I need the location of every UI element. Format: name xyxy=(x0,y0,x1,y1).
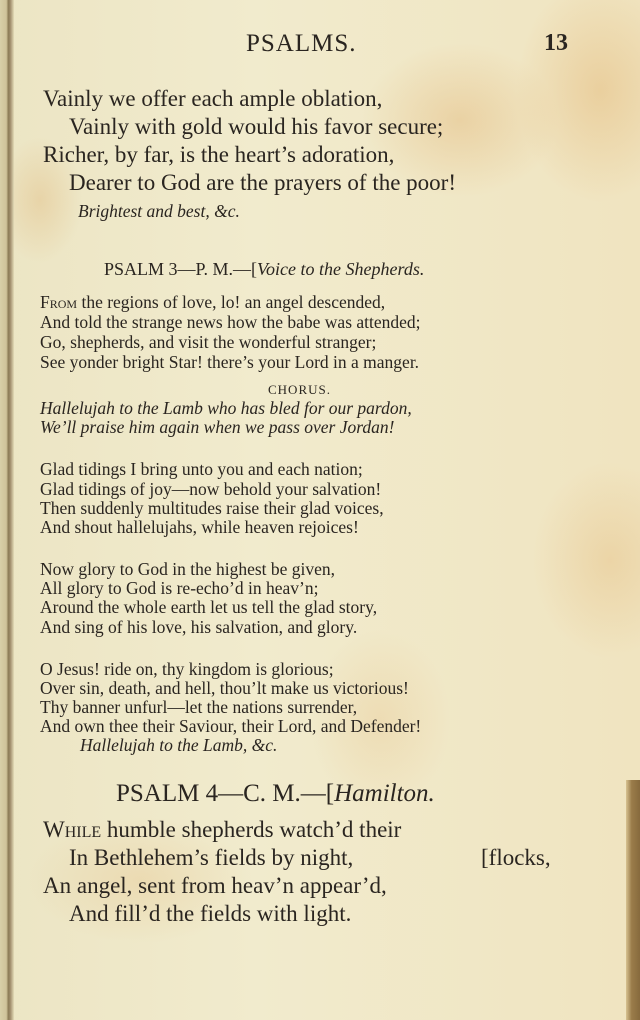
refrain-cue: Brightest and best, &c. xyxy=(78,201,240,221)
verse-line: Then suddenly multitudes raise their glad voices, xyxy=(40,498,384,518)
page-right-edge xyxy=(626,780,640,1020)
verse-line: From the regions of love, lo! an angel descended, xyxy=(40,292,386,312)
verse-line: Thy banner unfurl—let the nations surrender, xyxy=(40,697,358,717)
verse-line: And fill’d the fields with light. xyxy=(69,901,352,926)
psalm-heading xyxy=(104,259,424,280)
chorus-label: CHORUS. xyxy=(268,382,331,397)
verse-line: Richer, by far, is the heart’s adoration, xyxy=(43,142,395,167)
verse-line: And sing of his love, his salvation, and glory. xyxy=(40,617,358,637)
verse-line: Glad tidings I bring unto you and each nation; xyxy=(40,459,363,479)
page-number: 13 xyxy=(544,30,568,56)
carry-over-word: [flocks, xyxy=(481,845,551,870)
running-title: PSALMS. xyxy=(246,30,357,57)
verse-line: Vainly with gold would his favor secure; xyxy=(69,114,444,139)
psalm-heading xyxy=(116,780,435,808)
verse-line: While humble shepherds watch’d their xyxy=(43,817,402,842)
verse-line: Around the whole earth let us tell the glad story, xyxy=(40,597,378,617)
refrain-cue: Hallelujah to the Lamb, &c. xyxy=(80,735,278,755)
tune-name: Hamilton. xyxy=(334,780,435,807)
verse-line: An angel, sent from heav’n appear’d, xyxy=(43,873,387,898)
drop-cap-word: While xyxy=(43,817,102,842)
verse-line: Go, shepherds, and visit the wonderful stranger; xyxy=(40,332,377,352)
verse-line: All glory to God is re-echo’d in heav’n; xyxy=(40,578,319,598)
psalm-heading-label: PSALM 3—P. M.—[ xyxy=(104,259,258,279)
running-head xyxy=(0,30,640,60)
verse-line: Over sin, death, and hell, thou’lt make us victorious! xyxy=(40,678,409,698)
chorus-line: Hallelujah to the Lamb who has bled for our pardon, xyxy=(40,398,412,418)
verse-line: See yonder bright Star! there’s your Lord in a manger. xyxy=(40,352,420,372)
verse-line: Now glory to God in the highest be given, xyxy=(40,559,336,579)
verse-line: O Jesus! ride on, thy kingdom is glorious; xyxy=(40,659,334,679)
verse-line: Glad tidings of joy—now behold your salvation! xyxy=(40,479,382,499)
verse-line: And shout hallelujahs, while heaven rejoices! xyxy=(40,517,359,537)
verse-line: Vainly we offer each ample oblation, xyxy=(43,86,383,111)
chorus-line: We’ll praise him again when we pass over Jordan! xyxy=(40,417,395,437)
verse-line: Dearer to God are the prayers of the poor! xyxy=(69,170,456,195)
page-binding-edge xyxy=(0,0,14,1020)
drop-cap-word: From xyxy=(40,292,78,312)
verse-line: In Bethlehem’s fields by night, xyxy=(69,845,354,870)
verse-line: And own thee their Saviour, their Lord, and Defender! xyxy=(40,716,422,736)
tune-name: Voice to the Shepherds. xyxy=(257,259,425,279)
verse-line: And told the strange news how the babe was attended; xyxy=(40,312,421,332)
psalm-heading-label: PSALM 4—C. M.—[ xyxy=(116,780,335,807)
